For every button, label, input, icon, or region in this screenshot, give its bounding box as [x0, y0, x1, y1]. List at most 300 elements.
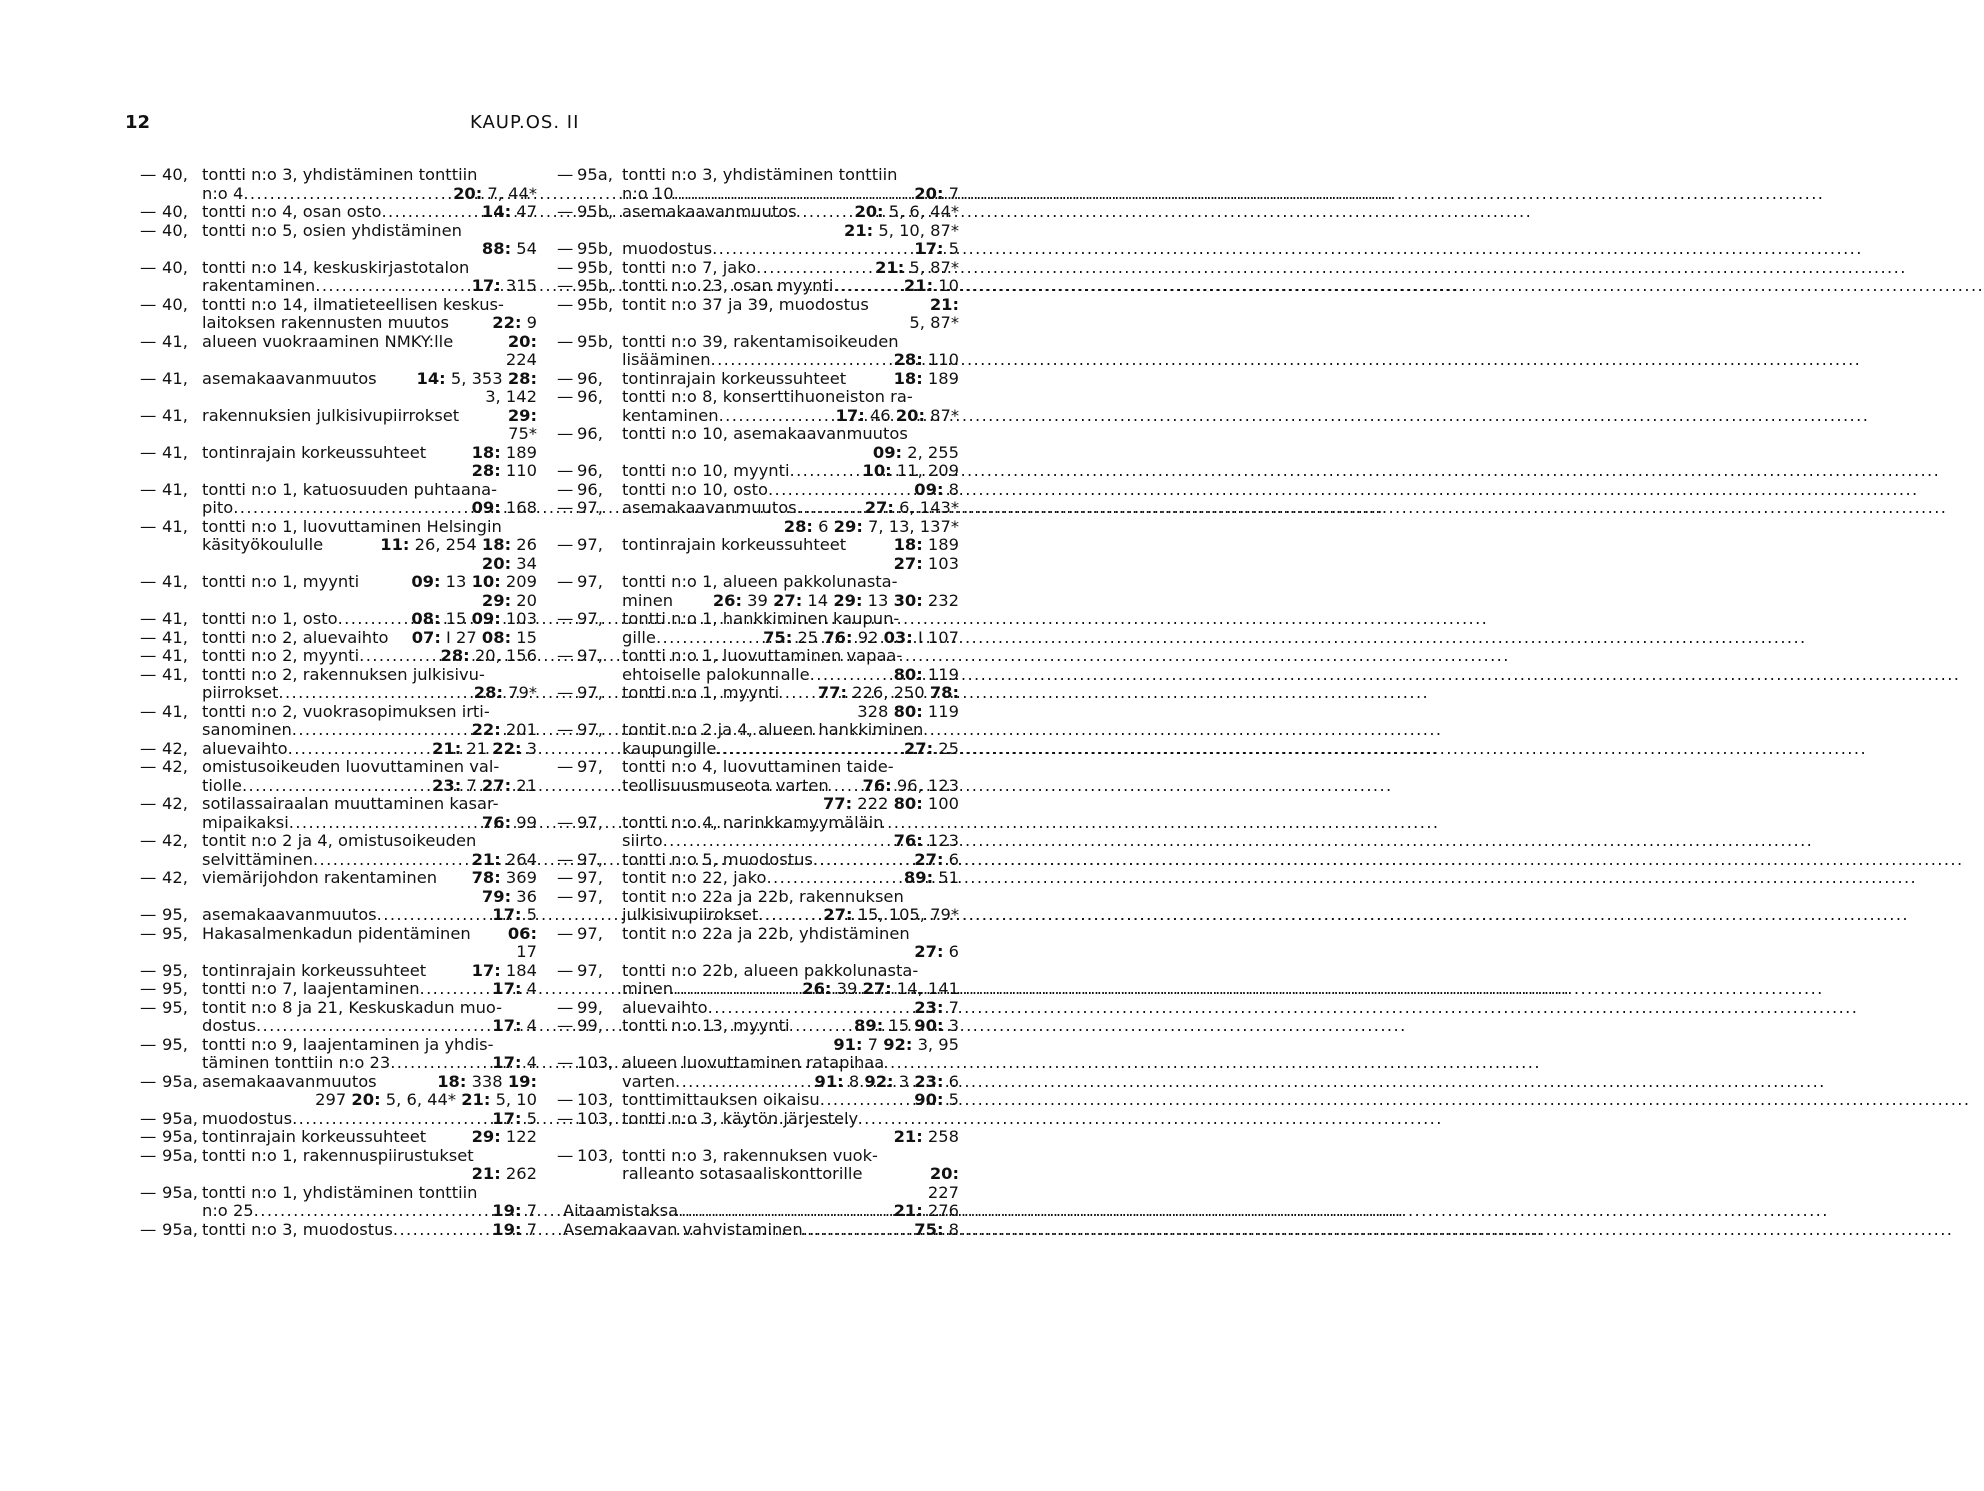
entry-dash: —	[557, 609, 574, 628]
entry-text: n:o 10	[622, 183, 674, 203]
entry-text: tontti n:o 1, myynti	[622, 683, 780, 702]
running-head: KAUP.OS. II	[470, 112, 580, 133]
entry-reference: 23: 7	[914, 997, 959, 1017]
entry-line	[202, 499, 537, 518]
entry-line	[202, 1147, 537, 1166]
entry-line	[202, 703, 537, 722]
index-entry	[123, 610, 537, 629]
block-number: 97,	[577, 646, 603, 665]
entry-text: n:o 4	[202, 183, 244, 203]
entry-reference: 18: 189	[893, 368, 959, 388]
entry-line	[202, 610, 537, 629]
entry-dash: —	[140, 831, 157, 850]
index-entry	[123, 407, 537, 444]
block-number: 97,	[577, 868, 603, 887]
entry-line	[202, 407, 537, 426]
entry-line	[622, 962, 959, 981]
index-entry	[543, 1017, 959, 1054]
block-number: 40,	[162, 202, 188, 221]
entry-text: tontit n:o 22a ja 22b, rakennuksen	[622, 886, 904, 906]
entry-dash: —	[557, 257, 574, 277]
leader-dots	[233, 499, 469, 518]
entry-text: tontti n:o 13, myynti	[622, 1016, 790, 1035]
entry-reference: 90: 5	[914, 1090, 959, 1109]
block-number: 95,	[162, 960, 188, 980]
leader-dots	[313, 851, 470, 870]
block-number: 97,	[577, 812, 603, 832]
entry-reference: 17: 184	[471, 960, 537, 980]
entry-dash: —	[140, 202, 157, 221]
block-number: 95,	[162, 997, 188, 1017]
entry-text: tontit n:o 2 ja 4, omistusoikeuden	[202, 831, 477, 850]
entry-text: tontinrajain korkeussuhteet	[202, 1127, 427, 1146]
index-entry	[543, 1110, 959, 1147]
entry-dash: —	[557, 683, 574, 702]
entry-text: ehtoiselle palokunnalle	[622, 664, 810, 684]
entry-dash: —	[140, 516, 157, 536]
entry-text: tontti n:o 7, laajentaminen	[202, 979, 420, 998]
entry-dash: —	[140, 905, 157, 924]
index-entry	[123, 647, 537, 666]
leader-dots	[813, 851, 912, 870]
block-number: 42,	[162, 738, 188, 758]
entry-reference: 21: 21 22: 3	[432, 738, 537, 758]
entry-text: kentaminen	[622, 405, 719, 425]
block-number: 103,	[577, 1053, 614, 1072]
entry-reference: 17: 4	[492, 1016, 537, 1035]
entry-reference: 21: 258	[893, 1127, 959, 1146]
block-number: 96,	[577, 368, 603, 388]
index-entry	[123, 740, 537, 759]
entry-line	[202, 832, 537, 851]
leader-dots	[833, 277, 902, 296]
entry-text: tontti n:o 4, narinkkamyymäläin	[622, 812, 884, 832]
entry-line	[202, 1054, 537, 1073]
entry-text: tontti n:o 3, yhdistäminen tonttiin	[622, 165, 898, 184]
block-number: 41,	[162, 664, 188, 684]
leader-dots	[708, 999, 913, 1018]
entry-text: muodostus	[202, 1108, 293, 1128]
entry-line	[622, 351, 959, 370]
index-entry	[543, 277, 959, 296]
entry-line	[622, 851, 959, 870]
leader-dots	[674, 185, 913, 204]
entry-reference: 26: 39 27: 14, 141	[802, 979, 959, 998]
entry-line	[622, 277, 959, 296]
entry-reference: 28: 6 29: 7, 13, 137*	[783, 516, 959, 536]
block-number: 96,	[577, 479, 603, 499]
leader-dots	[810, 666, 892, 685]
entry-line	[202, 980, 537, 999]
entry-text: rakentaminen	[202, 276, 316, 295]
entry-dash: —	[557, 886, 574, 906]
entry-reference: 23: 7 27: 21	[432, 775, 537, 795]
entry-reference: 76: 96, 123	[862, 775, 959, 795]
entry-line	[202, 296, 537, 315]
entry-dash: —	[140, 960, 157, 980]
index-entry	[123, 980, 537, 999]
entry-dash: —	[140, 165, 157, 184]
index-entry	[123, 758, 537, 795]
entry-line	[622, 888, 959, 907]
entry-reference: 21: 262	[471, 1164, 537, 1183]
entry-line	[622, 1165, 959, 1184]
entry-dash: —	[140, 220, 157, 240]
leader-dots	[292, 721, 470, 740]
block-number: 42,	[162, 868, 188, 887]
entry-dash: —	[557, 331, 574, 351]
entry-dash: —	[557, 868, 574, 887]
entry-text: tontti n:o 4, osan osto	[202, 202, 382, 221]
entry-text: asemakaavanmuutos	[202, 368, 377, 388]
entry-line	[622, 259, 959, 278]
entry-reference: 18: 189	[893, 535, 959, 554]
entry-reference: 75: 25 76: 92 03: I 107	[763, 627, 959, 647]
entry-text: muodostus	[622, 239, 713, 258]
entry-dash: —	[140, 609, 157, 628]
page-number: 12	[125, 112, 151, 133]
entry-reference: 75*	[508, 424, 537, 443]
block-number: 40,	[162, 220, 188, 240]
block-number: 41,	[162, 479, 188, 499]
index-entry	[123, 444, 537, 481]
entry-line	[622, 481, 959, 500]
entry-dash: —	[557, 461, 574, 480]
index-entry	[543, 814, 959, 851]
entry-line	[202, 777, 537, 796]
leader-dots	[254, 1202, 491, 1221]
entry-dash: —	[140, 1182, 157, 1202]
index-entry	[123, 203, 537, 222]
entry-reference: 20:	[929, 1164, 959, 1183]
leader-dots	[278, 684, 471, 703]
leader-dots	[242, 777, 430, 796]
entry-line	[622, 980, 959, 999]
entry-reference: 21: 10	[903, 276, 959, 295]
entry-text: tontti n:o 1, osto	[202, 609, 338, 628]
entry-line	[622, 425, 959, 444]
entry-text: tontti n:o 22b, alueen pakkolunasta-	[622, 960, 919, 980]
index-entry	[123, 1128, 537, 1147]
block-number: 95a,	[162, 1127, 198, 1146]
entry-dash: —	[140, 572, 157, 591]
block-number: 97,	[577, 849, 603, 869]
entry-line	[622, 499, 959, 518]
leader-dots	[256, 1017, 490, 1036]
entry-reference: 91: 7 92: 3, 95	[833, 1034, 959, 1054]
entry-reference: 09: 2, 255	[872, 442, 959, 462]
block-number: 41,	[162, 442, 188, 462]
index-entry	[543, 573, 959, 610]
entry-dash: —	[557, 424, 574, 443]
entry-line	[202, 906, 537, 925]
entry-dash: —	[557, 960, 574, 980]
index-entry	[123, 925, 537, 962]
entry-reference: 28: 110	[893, 350, 959, 369]
entry-reference: 78: 369	[471, 868, 537, 887]
entry-text: varten	[622, 1071, 676, 1091]
entry-text: tontti n:o 39, rakentamisoikeuden	[622, 331, 899, 351]
entry-text: tontti n:o 23, osan myynti	[622, 276, 834, 295]
entry-reference: 20: 7	[914, 183, 959, 203]
entry-line	[622, 536, 959, 555]
entry-line	[202, 795, 537, 814]
entry-line	[622, 592, 959, 611]
entry-reference: 297 20: 5, 6, 44* 21: 5, 10	[315, 1090, 537, 1109]
left-column	[123, 166, 537, 1239]
leader-dots	[768, 481, 912, 500]
index-entry	[543, 1202, 959, 1221]
entry-line	[202, 1128, 537, 1147]
entry-line	[622, 462, 959, 481]
entry-dash: —	[140, 1145, 157, 1165]
entry-line	[622, 703, 959, 722]
index-entry	[123, 962, 537, 981]
entry-line	[622, 721, 959, 740]
entry-text: julkisivupiirokset	[622, 905, 759, 924]
entry-line	[202, 721, 537, 740]
entry-line	[202, 684, 537, 703]
entry-line	[202, 1165, 537, 1184]
entry-line	[202, 888, 537, 907]
entry-line	[202, 166, 537, 185]
entry-reference: 17: 46 20: 87*	[835, 405, 959, 425]
entry-reference: 328 80: 119	[857, 701, 959, 721]
block-number: 103,	[577, 1108, 614, 1128]
leader-dots	[711, 351, 892, 370]
entry-reference: 224	[505, 350, 537, 369]
entry-text: Asemakaavan vahvistaminen	[563, 1219, 803, 1239]
leader-dots	[820, 1091, 913, 1110]
entry-text: tiolle	[202, 775, 242, 795]
index-entry	[123, 1221, 537, 1240]
entry-text: tontti n:o 1, myynti	[202, 572, 360, 591]
entry-text: tontti n:o 1, alueen pakkolunasta-	[622, 572, 898, 591]
entry-line	[622, 1036, 959, 1055]
entry-line	[202, 592, 537, 611]
entry-text: omistusoikeuden luovuttaminen val-	[202, 757, 500, 776]
block-number: 42,	[162, 757, 188, 776]
entry-text: siirto	[622, 831, 663, 850]
block-number: 41,	[162, 405, 188, 425]
block-number: 96,	[577, 461, 603, 480]
index-entry	[543, 296, 959, 333]
entry-reference: 17: 5	[492, 905, 537, 924]
index-entry	[123, 296, 537, 333]
entry-line	[622, 1091, 959, 1110]
block-number: 95a,	[162, 1108, 198, 1128]
block-number: 97,	[577, 572, 603, 591]
entry-text: tontti n:o 3, yhdistäminen tonttiin	[202, 165, 478, 184]
block-number: 40,	[162, 257, 188, 277]
entry-text: tontti n:o 5, muodostus	[622, 849, 813, 869]
entry-reference: 27: 6, 143*	[864, 498, 959, 517]
entry-text: teollisuusmuseota varten	[622, 775, 829, 795]
entry-dash: —	[140, 757, 157, 776]
entry-line	[202, 277, 537, 296]
block-number: 40,	[162, 294, 188, 314]
index-entry	[123, 573, 537, 610]
block-number: 41,	[162, 646, 188, 665]
entry-line	[202, 1110, 537, 1129]
entry-reference: 27: 25	[903, 738, 959, 758]
entry-line	[622, 296, 959, 315]
entry-text: tontinrajain korkeussuhteet	[202, 442, 427, 462]
entry-dash: —	[140, 1219, 157, 1239]
entry-line	[202, 314, 537, 333]
entry-reference: 17: 315	[471, 276, 537, 295]
entry-text: minen	[622, 979, 674, 998]
entry-line	[202, 573, 537, 592]
block-number: 97,	[577, 609, 603, 628]
block-number: 95b,	[577, 202, 614, 221]
leader-dots	[756, 259, 873, 278]
entry-line	[622, 1017, 959, 1036]
entry-text: tontti n:o 5, osien yhdistäminen	[202, 220, 462, 240]
entry-dash: —	[557, 646, 574, 665]
entry-line	[202, 869, 537, 888]
index-entry	[123, 832, 537, 869]
entry-line	[202, 536, 537, 555]
entry-text: tontti n:o 14, keskuskirjastotalon	[202, 257, 470, 277]
entry-text: tontti n:o 7, jako	[622, 257, 757, 277]
index-entry	[123, 1036, 537, 1073]
leader-dots	[381, 203, 479, 222]
entry-reference: 17: 4	[492, 1053, 537, 1072]
index-entry	[123, 629, 537, 648]
block-number: 41,	[162, 331, 188, 351]
entry-line	[622, 684, 959, 703]
entry-dash: —	[557, 720, 574, 739]
entry-line	[202, 518, 537, 537]
entry-dash: —	[557, 1090, 574, 1109]
entry-dash: —	[140, 331, 157, 351]
index-entry	[123, 906, 537, 925]
entry-line	[622, 1054, 959, 1073]
entry-text: tontti n:o 1, katuosuuden puhtaana-	[202, 479, 498, 499]
entry-text: sotilassairaalan muuttaminen kasar-	[202, 794, 499, 813]
entry-reference: 09: 168	[471, 498, 537, 517]
index-entry	[123, 259, 537, 296]
index-entry	[543, 925, 959, 962]
entry-line	[202, 962, 537, 981]
index-entry	[123, 481, 537, 518]
entry-text: Aitaamistaksa	[563, 1201, 679, 1220]
index-entry	[543, 999, 959, 1018]
entry-line	[622, 333, 959, 352]
entry-dash: —	[140, 1108, 157, 1128]
entry-reference: 20: 7, 44*	[453, 183, 537, 203]
entry-line	[202, 555, 537, 574]
entry-reference: 26: 39 27: 14 29: 13 30: 232	[712, 590, 959, 610]
entry-reference: 22: 201	[471, 720, 537, 739]
block-number: 41,	[162, 627, 188, 647]
entry-reference: 20: 5, 6, 44*	[854, 202, 959, 221]
entry-line	[202, 240, 537, 259]
index-entry	[543, 647, 959, 684]
block-number: 95,	[162, 979, 188, 998]
entry-text: tontinrajain korkeussuhteet	[622, 368, 847, 388]
entry-line	[202, 666, 537, 685]
entry-text: tontti n:o 1, hankkiminen kaupun-	[622, 609, 900, 628]
entry-text: asemakaavanmuutos	[622, 498, 797, 517]
entry-reference: 18: 338 19:	[437, 1071, 537, 1091]
leader-dots	[673, 980, 800, 999]
leader-dots	[675, 1073, 812, 1092]
entry-reference: 17: 4	[492, 979, 537, 998]
entry-line	[622, 370, 959, 389]
index-entry	[543, 499, 959, 536]
block-number: 41,	[162, 701, 188, 721]
block-number: 95a,	[577, 165, 613, 184]
index-entry	[543, 166, 959, 203]
entry-line	[202, 758, 537, 777]
index-entry	[543, 1054, 959, 1091]
entry-line	[622, 1147, 959, 1166]
entry-reference: 27: 6	[914, 849, 959, 869]
entry-line	[622, 666, 959, 685]
entry-dash: —	[557, 572, 574, 591]
entry-reference: 3, 142	[485, 387, 537, 406]
entry-text: käsityökoululle	[202, 535, 324, 554]
entry-dash: —	[557, 498, 574, 517]
entry-line	[622, 1128, 959, 1147]
index-entry	[123, 370, 537, 407]
entry-reference: 21: 264	[471, 849, 537, 869]
index-entry	[543, 869, 959, 888]
block-number: 95,	[162, 1034, 188, 1054]
entry-reference: 88: 54	[481, 239, 537, 258]
leader-dots	[797, 499, 863, 518]
entry-line	[202, 462, 537, 481]
leader-dots	[338, 610, 410, 629]
index-entry	[543, 851, 959, 870]
leader-dots	[243, 185, 451, 204]
index-entry	[543, 425, 959, 462]
index-entry	[543, 462, 959, 481]
entry-reference: 17	[516, 942, 537, 961]
entry-text: tontti n:o 10, osto	[622, 479, 768, 499]
entry-dash: —	[140, 923, 157, 943]
entry-line	[622, 314, 959, 333]
entry-text: tontti n:o 9, laajentaminen ja yhdis-	[202, 1034, 494, 1054]
entry-dash: —	[557, 294, 574, 314]
entry-text: piirrokset	[202, 683, 279, 702]
index-entry	[123, 222, 537, 259]
entry-text: selvittäminen	[202, 849, 313, 869]
index-entry	[543, 481, 959, 500]
entry-text: tontti n:o 3, muodostus	[202, 1219, 393, 1239]
index-entry	[543, 388, 959, 425]
entry-line	[622, 1184, 959, 1203]
block-number: 95a,	[162, 1182, 198, 1202]
entry-reference: 10: 11, 209	[862, 461, 959, 480]
entry-reference: 08: 15 09: 103	[411, 609, 537, 628]
leader-dots	[359, 647, 438, 666]
entry-dash: —	[140, 701, 157, 721]
entry-reference: 91: 8 92: 3 23: 6	[814, 1071, 959, 1091]
entry-reference: 5, 87*	[909, 313, 959, 332]
index-entry	[543, 962, 959, 999]
block-number: 95b,	[577, 239, 614, 258]
entry-text: mipaikaksi	[202, 812, 289, 832]
entry-line	[202, 814, 537, 833]
entry-reference: 28: 110	[471, 461, 537, 480]
entry-reference: 89: 51	[903, 868, 959, 887]
entry-text: kaupungille	[622, 738, 717, 758]
entry-text: tontti n:o 14, ilmatieteellisen keskus-	[202, 294, 504, 314]
entry-text: aluevaihto	[622, 997, 708, 1017]
